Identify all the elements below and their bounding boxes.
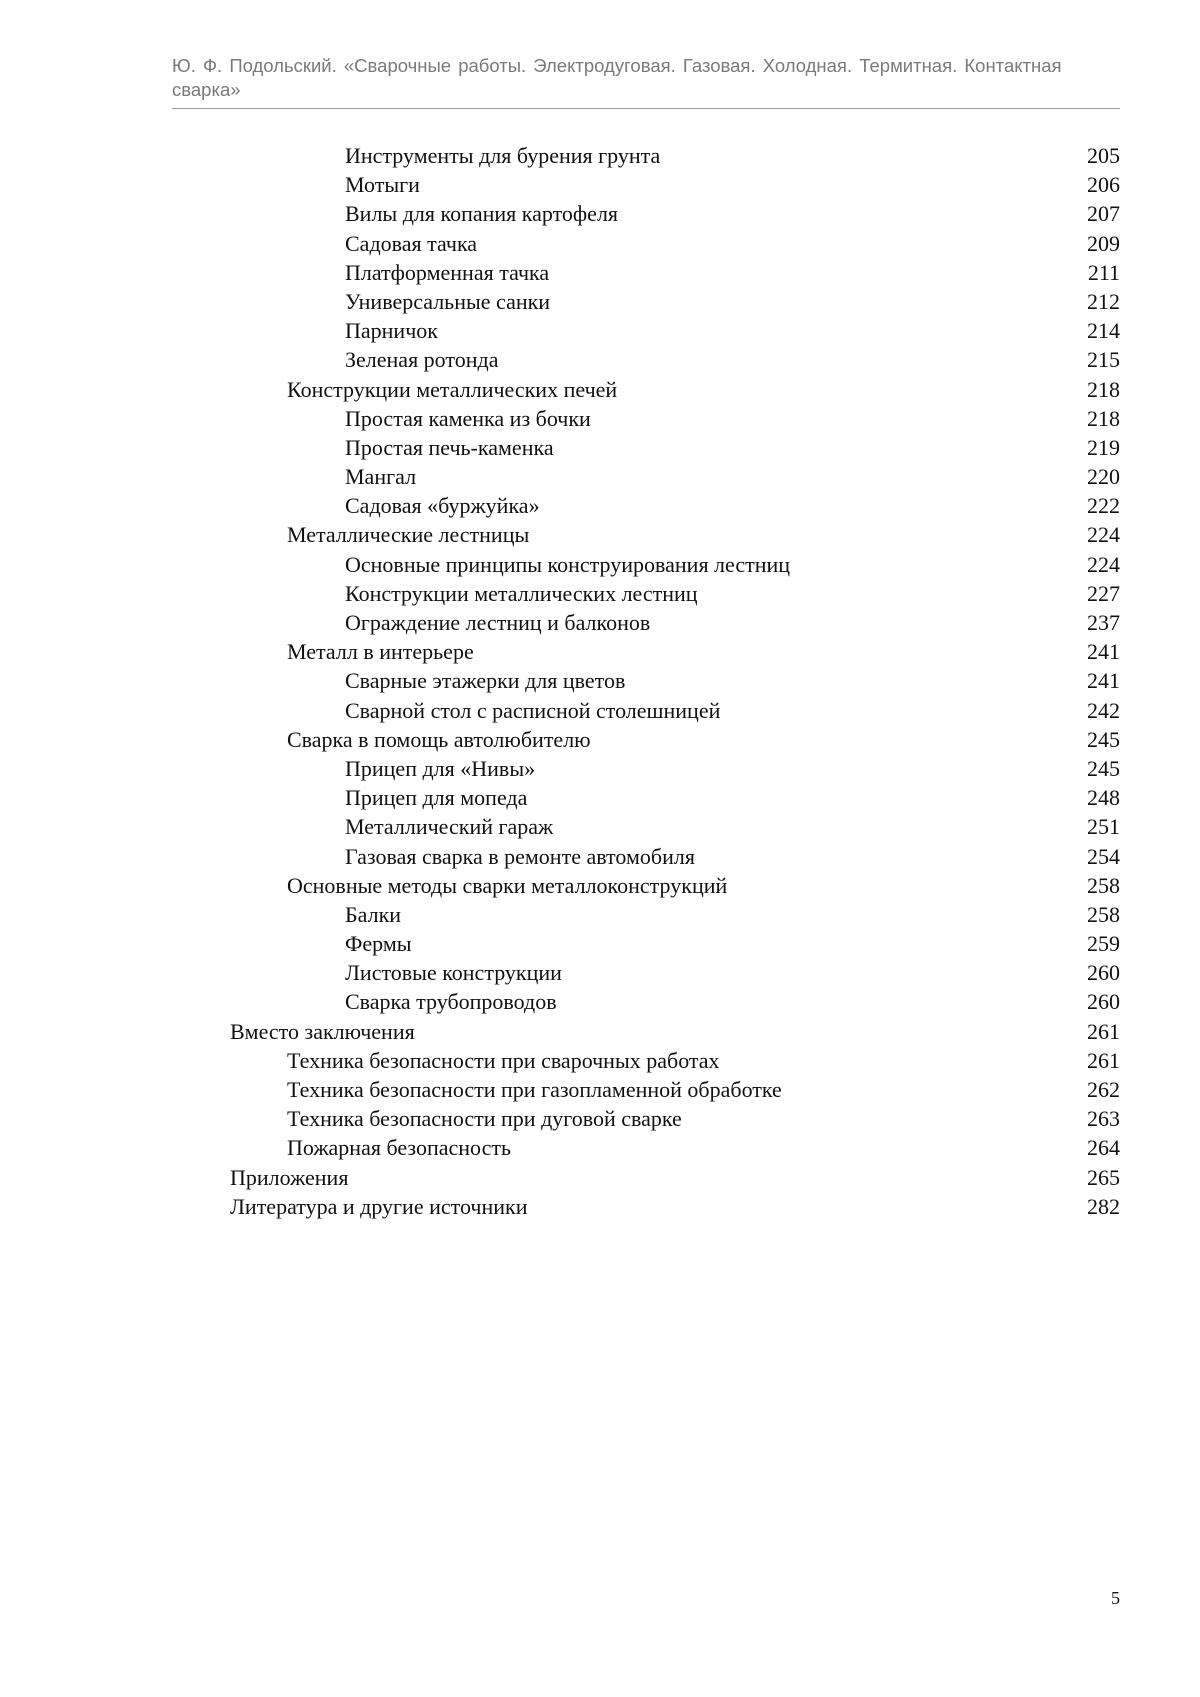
toc-entry bbox=[0, 316, 1200, 345]
running-header: Ю. Ф. Подольский. «Сварочные работы. Электродуговая. Газовая. Холодная. Термитная. Контактная сварка» bbox=[172, 55, 1062, 100]
toc-entry-page: 241 bbox=[1087, 668, 1120, 694]
toc-entry bbox=[0, 491, 1200, 520]
toc-entry bbox=[0, 725, 1200, 754]
toc-entry-title: Основные принципы конструирования лестниц bbox=[345, 551, 791, 577]
toc-entry-page: 259 bbox=[1087, 931, 1120, 957]
toc-entry bbox=[0, 637, 1200, 666]
toc-entry-title: Мотыги bbox=[345, 172, 420, 198]
toc-entry-title: Основные методы сварки металлоконструкций bbox=[287, 872, 728, 898]
toc-entry-title: Платформенная тачка bbox=[345, 259, 550, 285]
toc-entry bbox=[0, 1133, 1200, 1162]
toc-entry bbox=[0, 258, 1200, 287]
toc-entry bbox=[0, 987, 1200, 1016]
toc-entry-title: Приложения bbox=[230, 1164, 349, 1190]
toc-entry bbox=[0, 550, 1200, 579]
toc-entry-title: Листовые конструкции bbox=[345, 960, 562, 986]
toc-entry bbox=[0, 812, 1200, 841]
toc-entry bbox=[0, 1192, 1200, 1221]
toc-entry-title: Универсальные санки bbox=[345, 288, 551, 314]
toc-entry-title: Фермы bbox=[345, 931, 412, 957]
toc-entry-title: Простая каменка из бочки bbox=[345, 405, 591, 431]
toc-entry-page: 218 bbox=[1087, 405, 1120, 431]
toc-entry-page: 258 bbox=[1087, 901, 1120, 927]
toc-entry bbox=[0, 375, 1200, 404]
toc-entry-title: Балки bbox=[345, 901, 402, 927]
page-number: 5 bbox=[1111, 1588, 1120, 1608]
toc-entry-page: 220 bbox=[1087, 464, 1120, 490]
toc-entry-page: 261 bbox=[1087, 1018, 1120, 1044]
toc-entry-page: 237 bbox=[1087, 610, 1120, 635]
toc-entry-page: 214 bbox=[1087, 318, 1120, 344]
toc-entry-title: Садовая «буржуйка» bbox=[345, 493, 540, 519]
toc-entry-page: 242 bbox=[1087, 697, 1120, 723]
toc-entry-title: Прицеп для мопеда bbox=[345, 785, 528, 811]
toc-entry bbox=[0, 345, 1200, 374]
toc-entry bbox=[0, 1075, 1200, 1104]
toc-entry bbox=[0, 958, 1200, 987]
toc-entry bbox=[0, 900, 1200, 929]
toc-entry-page: 265 bbox=[1087, 1164, 1120, 1190]
toc-entry-title: Металлический гараж bbox=[345, 814, 554, 840]
toc-entry bbox=[0, 199, 1200, 228]
toc-entry-page: 215 bbox=[1087, 347, 1120, 373]
toc-entry-title: Металлические лестницы bbox=[287, 522, 530, 548]
toc-entry-page: 211 bbox=[1087, 259, 1120, 285]
toc-entry bbox=[0, 1163, 1200, 1192]
toc-entry bbox=[0, 1046, 1200, 1075]
toc-entry-page: 224 bbox=[1087, 522, 1120, 548]
toc-entry bbox=[0, 666, 1200, 695]
toc-entry-title: Простая печь-каменка bbox=[345, 434, 554, 460]
toc-entry-page: 219 bbox=[1087, 434, 1120, 460]
toc-entry-title: Мангал bbox=[345, 464, 417, 490]
toc-entry bbox=[0, 842, 1200, 871]
toc-entry bbox=[0, 783, 1200, 812]
toc-entry-title: Ограждение лестниц и балконов bbox=[345, 610, 651, 635]
header-divider bbox=[172, 108, 1120, 109]
toc-entry bbox=[0, 1104, 1200, 1133]
toc-entry-page: 282 bbox=[1087, 1193, 1120, 1219]
toc-entry-page: 227 bbox=[1087, 580, 1120, 606]
toc-entry-page: 260 bbox=[1087, 989, 1120, 1015]
toc-entry bbox=[0, 287, 1200, 316]
toc-entry-page: 206 bbox=[1087, 172, 1120, 198]
toc-entry bbox=[0, 929, 1200, 958]
toc-entry-title: Техника безопасности при газопламенной обработке bbox=[287, 1077, 782, 1102]
toc-entry-page: 222 bbox=[1087, 493, 1120, 519]
toc-entry-title: Техника безопасности при дуговой сварке bbox=[287, 1106, 682, 1132]
toc-entry bbox=[0, 462, 1200, 491]
toc-entry-page: 260 bbox=[1087, 960, 1120, 986]
toc-entry-page: 261 bbox=[1087, 1047, 1120, 1073]
toc-entry bbox=[0, 141, 1200, 170]
toc-entry bbox=[0, 229, 1200, 258]
toc-entry-page: 224 bbox=[1087, 551, 1120, 577]
toc-entry-page: 254 bbox=[1087, 843, 1120, 869]
toc-entry-page: 258 bbox=[1087, 872, 1120, 898]
toc-entry-title: Вилы для копания картофеля bbox=[345, 201, 619, 227]
toc-entry bbox=[0, 608, 1200, 637]
toc-entry bbox=[0, 404, 1200, 433]
toc-entry-title: Конструкции металлических печей bbox=[287, 376, 618, 402]
toc-entry-page: 245 bbox=[1087, 726, 1120, 752]
toc-entry-title: Металл в интерьере bbox=[287, 639, 474, 665]
toc-entry-page: 205 bbox=[1087, 143, 1120, 168]
toc-entry-title: Сварка трубопроводов bbox=[345, 989, 557, 1015]
toc-entry-title: Пожарная безопасность bbox=[287, 1135, 511, 1161]
toc-entry bbox=[0, 871, 1200, 900]
toc-entry-title: Сварка в помощь автолюбителю bbox=[287, 726, 591, 752]
toc-entry bbox=[0, 520, 1200, 549]
toc-entry-title: Парничок bbox=[345, 318, 438, 344]
toc-entry-title: Конструкции металлических лестниц bbox=[345, 580, 698, 606]
toc-entry-title: Сварной стол с расписной столешницей bbox=[345, 697, 721, 723]
toc-entry-page: 264 bbox=[1087, 1135, 1120, 1161]
toc-entry-page: 209 bbox=[1087, 230, 1120, 256]
toc-entry-title: Сварные этажерки для цветов bbox=[345, 668, 626, 694]
table-of-contents bbox=[0, 141, 1200, 1221]
toc-entry-title: Газовая сварка в ремонте автомобиля bbox=[345, 843, 695, 869]
toc-entry-title: Техника безопасности при сварочных работах bbox=[287, 1047, 720, 1073]
toc-entry-page: 251 bbox=[1087, 814, 1120, 840]
toc-entry-title: Инструменты для бурения грунта bbox=[345, 143, 661, 168]
toc-entry-title: Зеленая ротонда bbox=[345, 347, 499, 373]
toc-entry bbox=[0, 754, 1200, 783]
toc-entry-page: 262 bbox=[1087, 1077, 1120, 1102]
toc-entry-page: 248 bbox=[1087, 785, 1120, 811]
toc-entry-page: 241 bbox=[1087, 639, 1120, 665]
toc-entry-page: 212 bbox=[1087, 288, 1120, 314]
toc-entry bbox=[0, 696, 1200, 725]
toc-entry-page: 263 bbox=[1087, 1106, 1120, 1132]
toc-entry-page: 207 bbox=[1087, 201, 1120, 227]
toc-entry-title: Вместо заключения bbox=[230, 1018, 415, 1044]
toc-entry bbox=[0, 579, 1200, 608]
toc-entry-page: 245 bbox=[1087, 755, 1120, 781]
toc-entry-title: Литература и другие источники bbox=[230, 1193, 528, 1219]
toc-entry-title: Прицеп для «Нивы» bbox=[345, 755, 536, 781]
toc-entry-page: 218 bbox=[1087, 376, 1120, 402]
toc-entry bbox=[0, 170, 1200, 199]
toc-entry bbox=[0, 1017, 1200, 1046]
toc-entry-title: Садовая тачка bbox=[345, 230, 478, 256]
toc-entry bbox=[0, 433, 1200, 462]
